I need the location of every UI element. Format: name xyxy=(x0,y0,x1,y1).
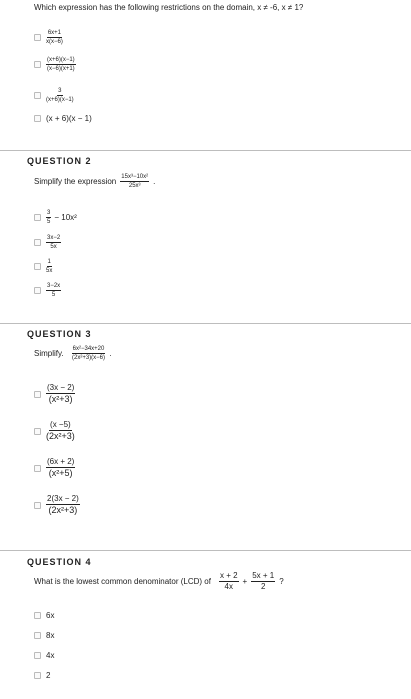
denominator: (x²+3) xyxy=(48,394,73,404)
q2-option-3[interactable] xyxy=(34,259,52,274)
q4-option-3[interactable] xyxy=(34,651,54,660)
denominator: (2x²+3) xyxy=(46,431,75,441)
numerator: 3x−2 xyxy=(47,235,61,241)
prompt-tail: . xyxy=(109,349,112,358)
numerator: 3 xyxy=(47,210,51,216)
numerator: 6x+1 xyxy=(47,30,62,36)
question-3-prompt xyxy=(34,346,112,361)
radio-button[interactable] xyxy=(34,92,41,99)
numerator: 3 xyxy=(58,88,62,94)
q1-option-1[interactable] xyxy=(34,30,63,45)
denominator: 2 xyxy=(261,582,266,591)
prompt-text: What is the lowest common denominator (LCD) of xyxy=(34,577,211,586)
fraction xyxy=(46,88,74,103)
fraction xyxy=(46,495,80,515)
fraction xyxy=(46,458,75,478)
q2-option-4[interactable] xyxy=(34,283,61,298)
q4-option-4[interactable] xyxy=(34,671,50,680)
prompt-fraction-2 xyxy=(251,572,275,591)
denominator: (x−6)(x+1) xyxy=(47,66,75,72)
divider xyxy=(0,550,411,551)
question-4-header: QUESTION 4 xyxy=(27,557,92,567)
numerator: (x+6)(x−1) xyxy=(47,57,75,63)
fraction xyxy=(46,30,63,45)
q1-option-3[interactable] xyxy=(34,88,74,103)
fraction xyxy=(46,235,61,250)
fraction xyxy=(46,283,61,298)
q1-option-2[interactable] xyxy=(34,57,76,72)
denominator: 5 xyxy=(51,292,56,298)
question-2-prompt xyxy=(34,174,155,189)
prompt-fraction xyxy=(120,174,149,189)
denominator: 5x xyxy=(50,244,57,250)
option-text: 2 xyxy=(46,671,51,680)
radio-button[interactable] xyxy=(34,391,41,398)
radio-button[interactable] xyxy=(34,263,41,270)
numerator: 3−2x xyxy=(47,283,61,289)
denominator: (2x²+3)(x−6) xyxy=(71,355,105,361)
question-3-header: QUESTION 3 xyxy=(27,329,92,339)
numerator: 15x³−10x² xyxy=(121,174,149,180)
question-2-header: QUESTION 2 xyxy=(27,156,92,166)
numerator: 2(3x − 2) xyxy=(47,494,79,503)
fraction xyxy=(46,57,76,72)
numerator: (x −5) xyxy=(50,420,71,429)
fraction xyxy=(46,210,51,225)
radio-button[interactable] xyxy=(34,239,41,246)
radio-button[interactable] xyxy=(34,465,41,472)
question-4-prompt xyxy=(34,572,284,591)
radio-button[interactable] xyxy=(34,612,41,619)
radio-button[interactable] xyxy=(34,115,41,122)
fraction xyxy=(46,384,75,404)
radio-button[interactable] xyxy=(34,632,41,639)
denominator: (x²+5) xyxy=(48,468,73,478)
divider xyxy=(0,323,411,324)
radio-button[interactable] xyxy=(34,61,41,68)
numerator: x + 2 xyxy=(219,571,238,580)
numerator: 6x²−34x+20 xyxy=(72,346,105,352)
prompt-tail: ? xyxy=(279,577,284,586)
prompt-fraction xyxy=(72,346,106,361)
q3-option-4[interactable] xyxy=(34,495,80,515)
radio-button[interactable] xyxy=(34,287,41,294)
radio-button[interactable] xyxy=(34,428,41,435)
q3-option-1[interactable] xyxy=(34,384,75,404)
option-text: 4x xyxy=(46,651,55,660)
denominator: x(x−6) xyxy=(46,39,63,45)
q3-option-2[interactable] xyxy=(34,421,75,441)
numerator: 5x + 1 xyxy=(252,571,275,580)
prompt-tail: . xyxy=(153,177,156,186)
q4-option-2[interactable] xyxy=(34,631,54,640)
fraction xyxy=(46,259,52,274)
fraction xyxy=(46,421,75,441)
q1-option-4[interactable] xyxy=(34,114,92,123)
numerator: (3x − 2) xyxy=(47,383,75,392)
q2-option-2[interactable] xyxy=(34,235,61,250)
radio-button[interactable] xyxy=(34,672,41,679)
denominator: (2x²+3) xyxy=(48,505,78,515)
radio-button[interactable] xyxy=(34,652,41,659)
q3-option-3[interactable] xyxy=(34,458,75,478)
radio-button[interactable] xyxy=(34,502,41,509)
denominator: 5x xyxy=(46,268,53,274)
prompt-text: Simplify the expression xyxy=(34,177,117,186)
option-text: 8x xyxy=(46,631,55,640)
radio-button[interactable] xyxy=(34,34,41,41)
divider xyxy=(0,150,411,151)
numerator: (6x + 2) xyxy=(47,457,75,466)
option-text: − 10x² xyxy=(54,213,77,222)
denominator: 5 xyxy=(47,219,51,225)
q4-option-1[interactable] xyxy=(34,611,54,620)
question-1-stem: Which expression has the following restrictions on the domain, x ≠ -6, x ≠ 1? xyxy=(34,3,304,12)
denominator: (x+6)(x−1) xyxy=(46,97,74,103)
denominator: 25x³ xyxy=(128,183,141,189)
prompt-text: Simplify. xyxy=(34,349,64,358)
option-text: 6x xyxy=(46,611,55,620)
radio-button[interactable] xyxy=(34,214,41,221)
q2-option-1[interactable] xyxy=(34,210,77,225)
numerator: 1 xyxy=(47,259,51,265)
plus-sign: + xyxy=(242,577,248,586)
prompt-fraction-1 xyxy=(219,572,239,591)
denominator: 4x xyxy=(224,582,233,591)
option-text: (x + 6)(x − 1) xyxy=(46,114,92,123)
